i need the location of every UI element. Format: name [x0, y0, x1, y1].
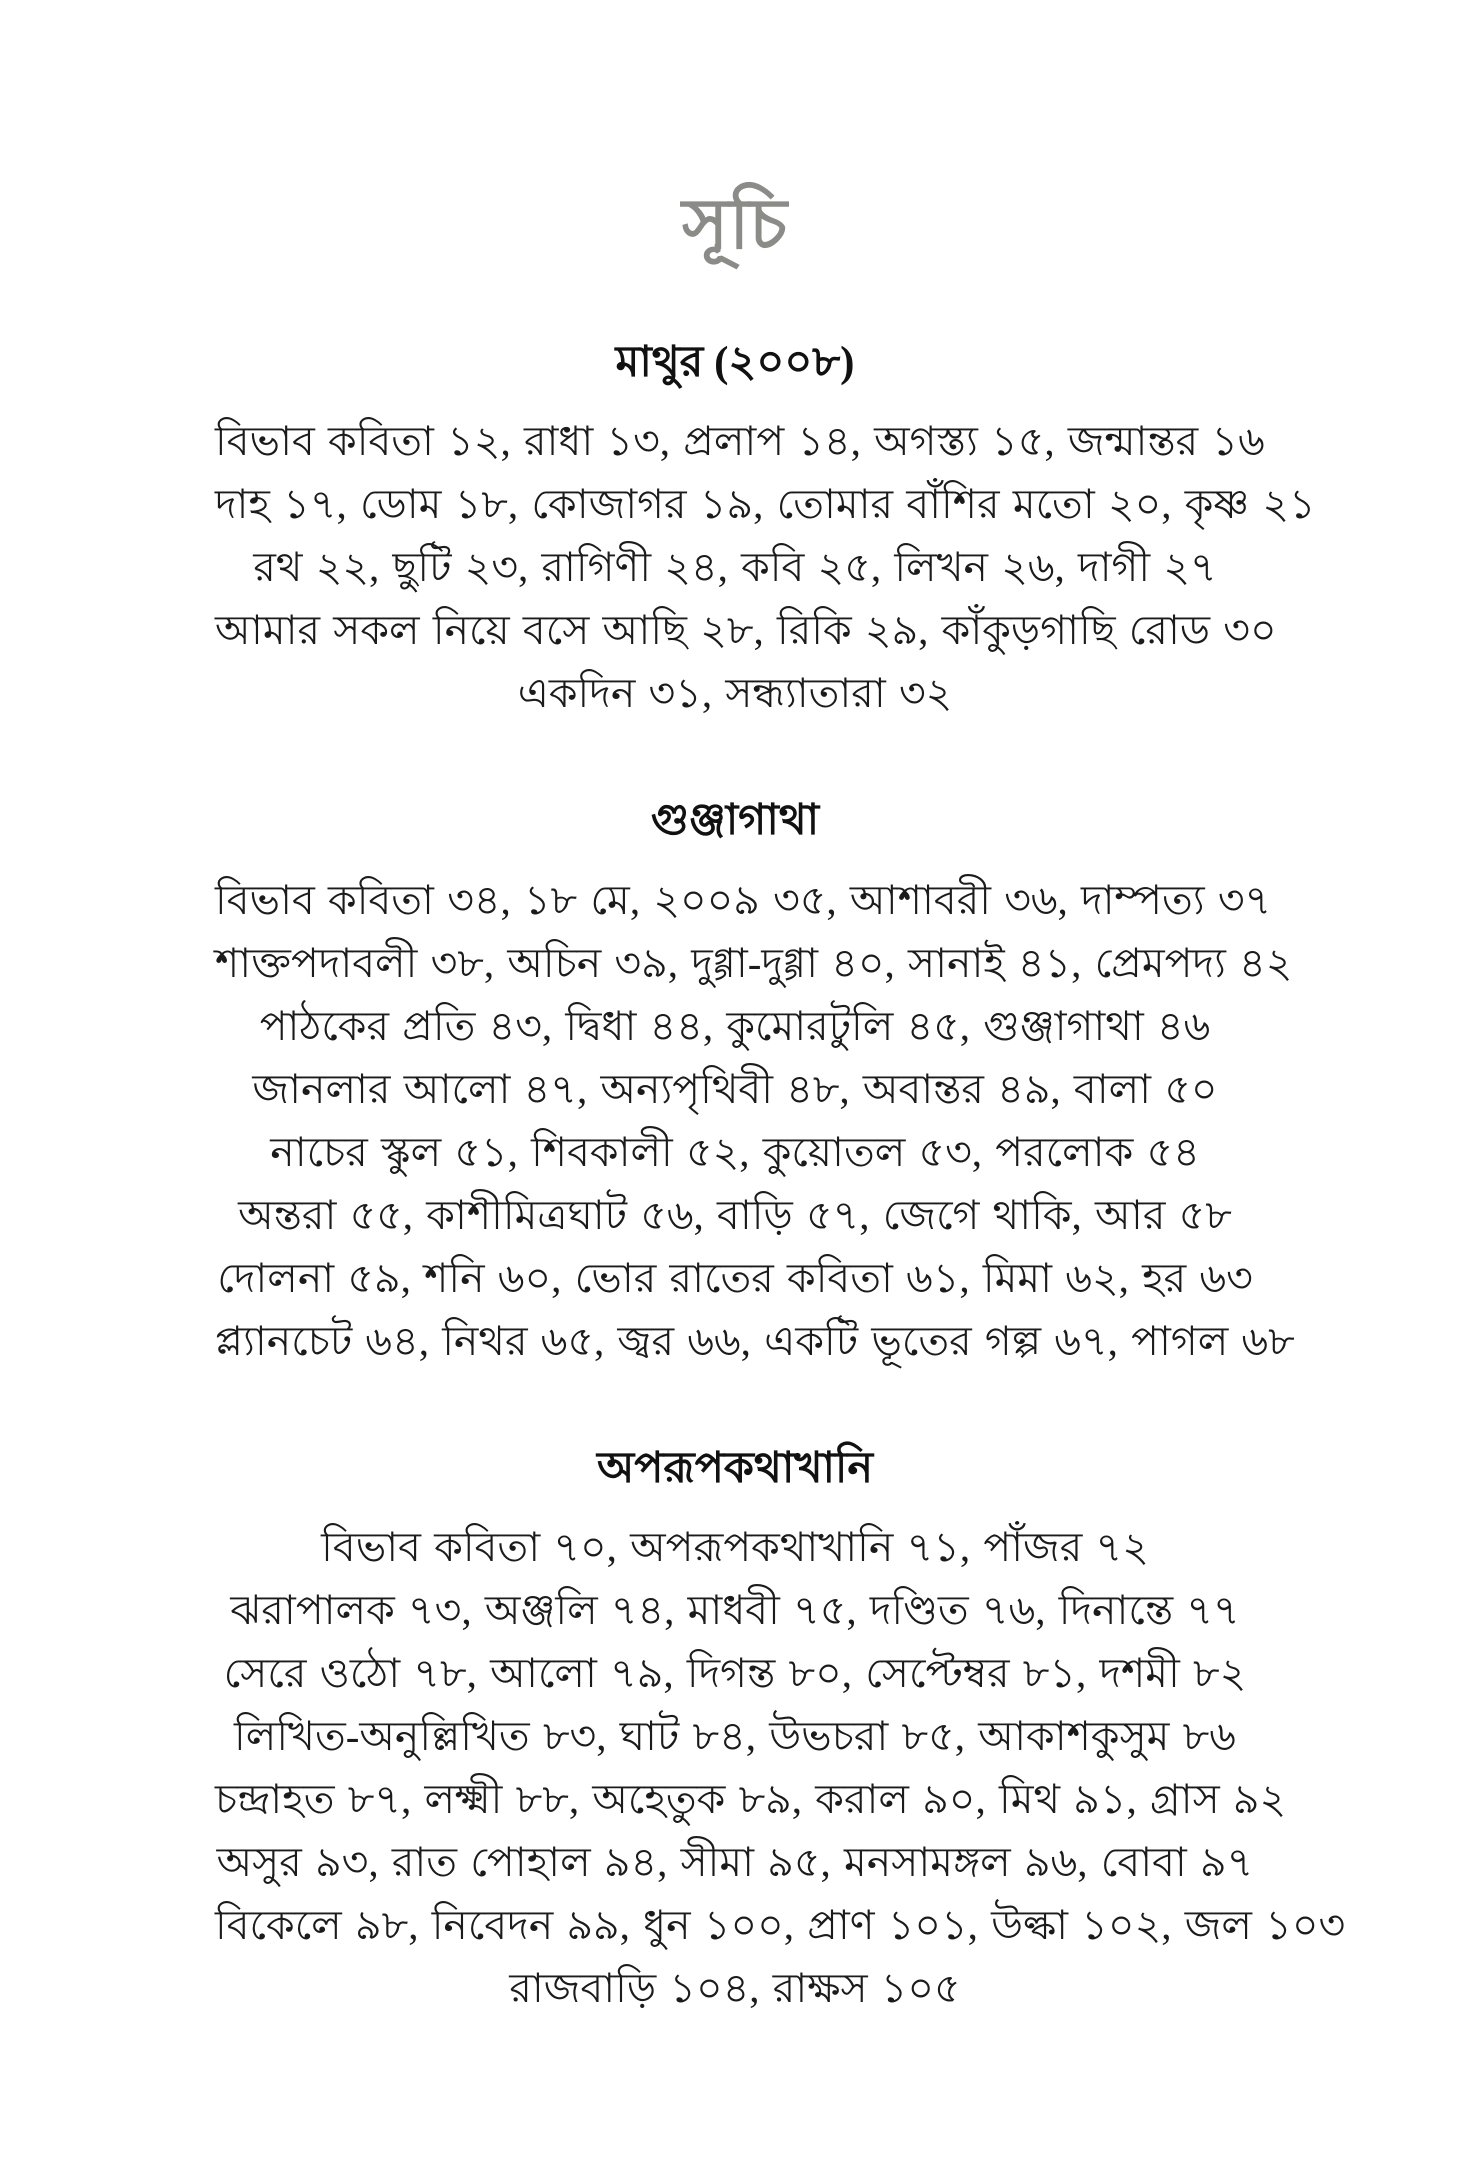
section-lines-mathur [215, 410, 1316, 725]
section-heading-mathur: মাথুর (২০০৮) [615, 338, 855, 386]
page-title: সূচি [681, 187, 789, 264]
toc-line: আমার সকল নিয়ে বসে আছি ২৮, রিকি ২৯, কাঁকুড়গাছি রোড ৩০ [215, 607, 1277, 654]
toc-line: দোলনা ৫৯, শনি ৬০, ভোর রাতের কবিতা ৬১, মিমা ৬২, হর ৬৩ [217, 1254, 1253, 1301]
toc-line: অসুর ৯৩, রাত পোহাল ৯৪, সীমা ৯৫, মনসামঙ্গল ৯৬, বোবা ৯৭ [216, 1839, 1254, 1886]
toc-line: একদিন ৩১, সন্ধ্যাতারা ৩২ [517, 670, 953, 717]
toc-line: জানলার আলো ৪৭, অন্যপৃথিবী ৪৮, অবান্তর ৪৯, বালা ৫০ [252, 1065, 1218, 1112]
toc-line: অন্তরা ৫৫, কাশীমিত্রঘাট ৫৬, বাড়ি ৫৭, জেগে থাকি, আর ৫৮ [238, 1191, 1232, 1238]
toc-line: বিকেলে ৯৮, নিবেদন ৯৯, ধুন ১০০, প্রাণ ১০১, উল্কা ১০২, জল ১০৩ [215, 1902, 1346, 1949]
toc-line: রথ ২২, ছুটি ২৩, রাগিণী ২৪, কবি ২৫, লিখন ২৬, দাগী ২৭ [253, 544, 1217, 591]
toc-line: শাক্তপদাবলী ৩৮, অচিন ৩৯, দুগ্গা-দুগ্গা ৪০, সানাই ৪১, প্রেমপদ্য ৪২ [215, 939, 1293, 986]
toc-section-mathur [0, 337, 1470, 726]
toc-line: সেরে ওঠো ৭৮, আলো ৭৯, দিগন্ত ৮০, সেপ্টেম্বর ৮১, দশমী ৮২ [223, 1650, 1247, 1697]
toc-line: প্ল্যানচেট ৬৪, নিথর ৬৫, জ্বর ৬৬, একটি ভূতের গল্প ৬৭, পাগল ৬৮ [215, 1317, 1295, 1364]
toc-line: ঝরাপালক ৭৩, অঞ্জলি ৭৪, মাধবী ৭৫, দণ্ডিত ৭৬, দিনান্তে ৭৭ [230, 1587, 1240, 1634]
toc-line: বিভাব কবিতা ৭০, অপরূপকথাখানি ৭১, পাঁজর ৭২ [321, 1524, 1149, 1571]
section-lines-gunjagatha [215, 869, 1295, 1373]
toc-line: দাহ ১৭, ডোম ১৮, কোজাগর ১৯, তোমার বাঁশির মতো ২০, কৃষ্ণ ২১ [215, 481, 1316, 528]
toc-section-aparupkathakhani [0, 1443, 1470, 2021]
toc-line: রাজবাড়ি ১০৪, রাক্ষস ১০৫ [509, 1965, 961, 2012]
toc-line: পাঠকের প্রতি ৪৩, দ্বিধা ৪৪, কুমোরটুলি ৪৫, গুঞ্জাগাথা ৪৬ [259, 1002, 1211, 1049]
section-heading-aparupkathakhani: অপরূপকথাখানি [596, 1444, 873, 1492]
toc-line: বিভাব কবিতা ৩৪, ১৮ মে, ২০০৯ ৩৫, আশাবরী ৩৬, দাম্পত্য ৩৭ [215, 876, 1272, 923]
toc-line: চন্দ্রাহত ৮৭, লক্ষ্মী ৮৮, অহেতুক ৮৯, করাল ৯০, মিথ ৯১, গ্রাস ৯২ [215, 1776, 1287, 1823]
section-heading-gunjagatha: গুঞ্জাগাথা [650, 797, 820, 845]
section-lines-aparupkathakhani [215, 1516, 1346, 2020]
toc-line: লিখিত-অনুল্লিখিত ৮৩, ঘাট ৮৪, উভচরা ৮৫, আকাশকুসুম ৮৬ [234, 1713, 1236, 1760]
toc-line: নাচের স্কুল ৫১, শিবকালী ৫২, কুয়োতল ৫৩, পরলোক ৫৪ [270, 1128, 1200, 1175]
toc-line: বিভাব কবিতা ১২, রাধা ১৩, প্রলাপ ১৪, অগস্ত্য ১৫, জন্মান্তর ১৬ [215, 418, 1265, 465]
toc-section-gunjagatha [0, 795, 1470, 1373]
